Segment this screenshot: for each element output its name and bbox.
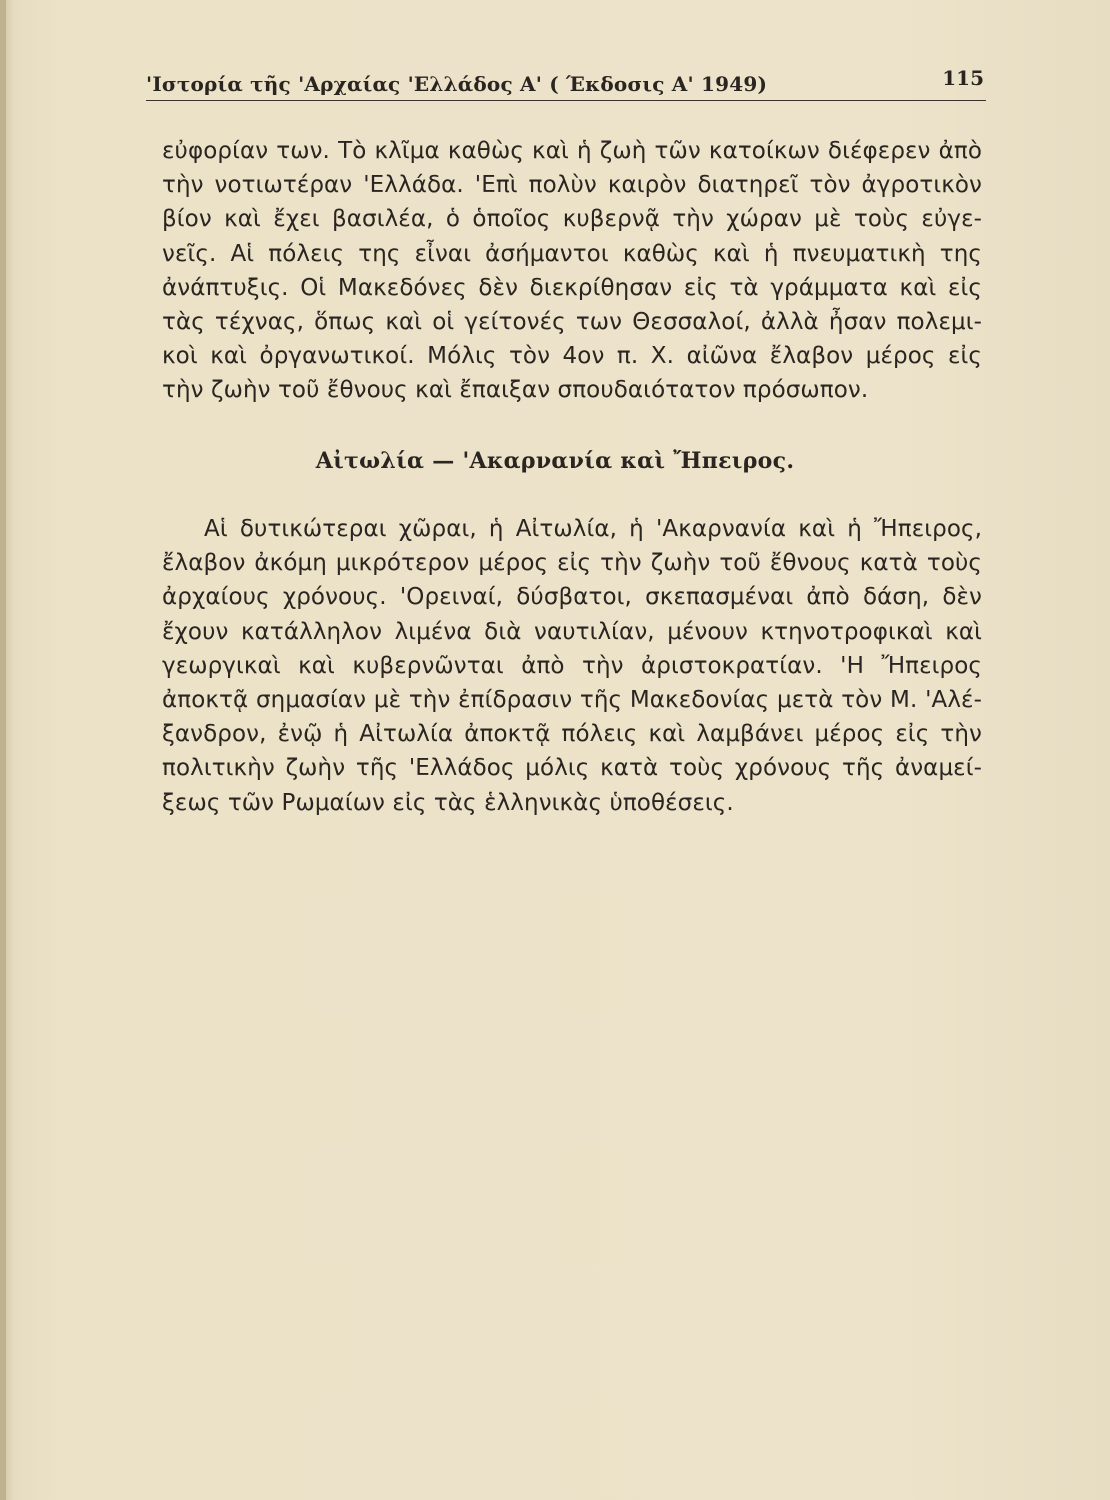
text-line: ἀρχαίους χρόνους. 'Ορειναί, δύσβατοι, σκεπασμέναι ἀπὸ δάση, δὲν [162, 584, 982, 611]
section-heading: Αἰτωλία — 'Ακαρνανία καὶ Ἤπειρος. [315, 448, 795, 474]
text-line: τὴν ζωὴν τοῦ ἔθνους καὶ ἔπαιξαν σπουδαιότατον πρόσωπον. [162, 377, 869, 404]
paragraph-macedonia [162, 134, 982, 408]
text-line: ξεως τῶν Ρωμαίων εἰς τὰς ἑλληνικὰς ὑποθέσεις. [162, 789, 734, 816]
text-line: τὴν νοτιωτέραν 'Ελλάδα. 'Επὶ πολὺν καιρὸν διατηρεῖ τὸν ἀγροτικὸν [162, 172, 982, 199]
text-line: πολιτικὴν ζωὴν τῆς 'Ελλάδος μόλις κατὰ τοὺς χρόνους τῆς ἀναμεί- [162, 755, 982, 782]
text-line: ἔχουν κατάλληλον λιμένα διὰ ναυτιλίαν, μένουν κτηνοτροφικαὶ καὶ [162, 618, 982, 645]
page-binding-edge [0, 0, 6, 1500]
text-line: ξανδρον, ἐνῷ ἡ Αἰτωλία ἀποκτᾷ πόλεις καὶ λαμβάνει μέρος εἰς τὴν [162, 721, 982, 748]
text-line: νεῖς. Αἱ πόλεις της εἶναι ἀσήμαντοι καθὼς καὶ ἡ πνευματικὴ της [162, 240, 982, 267]
running-title: 'Ιστορία τῆς 'Αρχαίας 'Ελλάδος Α' ( Έκδοσις Α' 1949) [146, 72, 768, 96]
paragraph-western-regions [162, 512, 982, 820]
running-header [146, 64, 986, 101]
text-line: Αἱ δυτικώτεραι χῶραι, ἡ Αἰτωλία, ἡ 'Ακαρνανία καὶ ἡ Ἤπειρος, [204, 516, 982, 542]
text-line: τὰς τέχνας, ὅπως καὶ οἱ γείτονές των Θεσσαλοί, ἀλλὰ ἦσαν πολεμι- [162, 309, 982, 336]
text-line: ἀνάπτυξις. Οἱ Μακεδόνες δὲν διεκρίθησαν εἰς τὰ γράμματα καὶ εἰς [162, 274, 982, 301]
text-line: γεωργικαὶ καὶ κυβερνῶνται ἀπὸ τὴν ἀριστοκρατίαν. 'Η Ἤπειρος [162, 652, 982, 679]
text-line: βίον καὶ ἔχει βασιλέα, ὁ ὁποῖος κυβερνᾷ τὴν χώραν μὲ τοὺς εὐγε- [162, 206, 982, 233]
text-line: ἀποκτᾷ σημασίαν μὲ τὴν ἐπίδρασιν τῆς Μακεδονίας μετὰ τὸν Μ. 'Αλέ- [162, 687, 982, 714]
text-line: κοὶ καὶ ὀργανωτικοί. Μόλις τὸν 4ον π. Χ. αἰῶνα ἔλαβον μέρος εἰς [162, 343, 982, 370]
text-line: ἔλαβον ἀκόμη μικρότερον μέρος εἰς τὴν ζωὴν τοῦ ἔθνους κατὰ τοὺς [162, 550, 982, 577]
page-number: 115 [942, 66, 984, 90]
text-line: εὐφορίαν των. Τὸ κλῖμα καθὼς καὶ ἡ ζωὴ τῶν κατοίκων διέφερεν ἀπὸ [162, 138, 982, 164]
